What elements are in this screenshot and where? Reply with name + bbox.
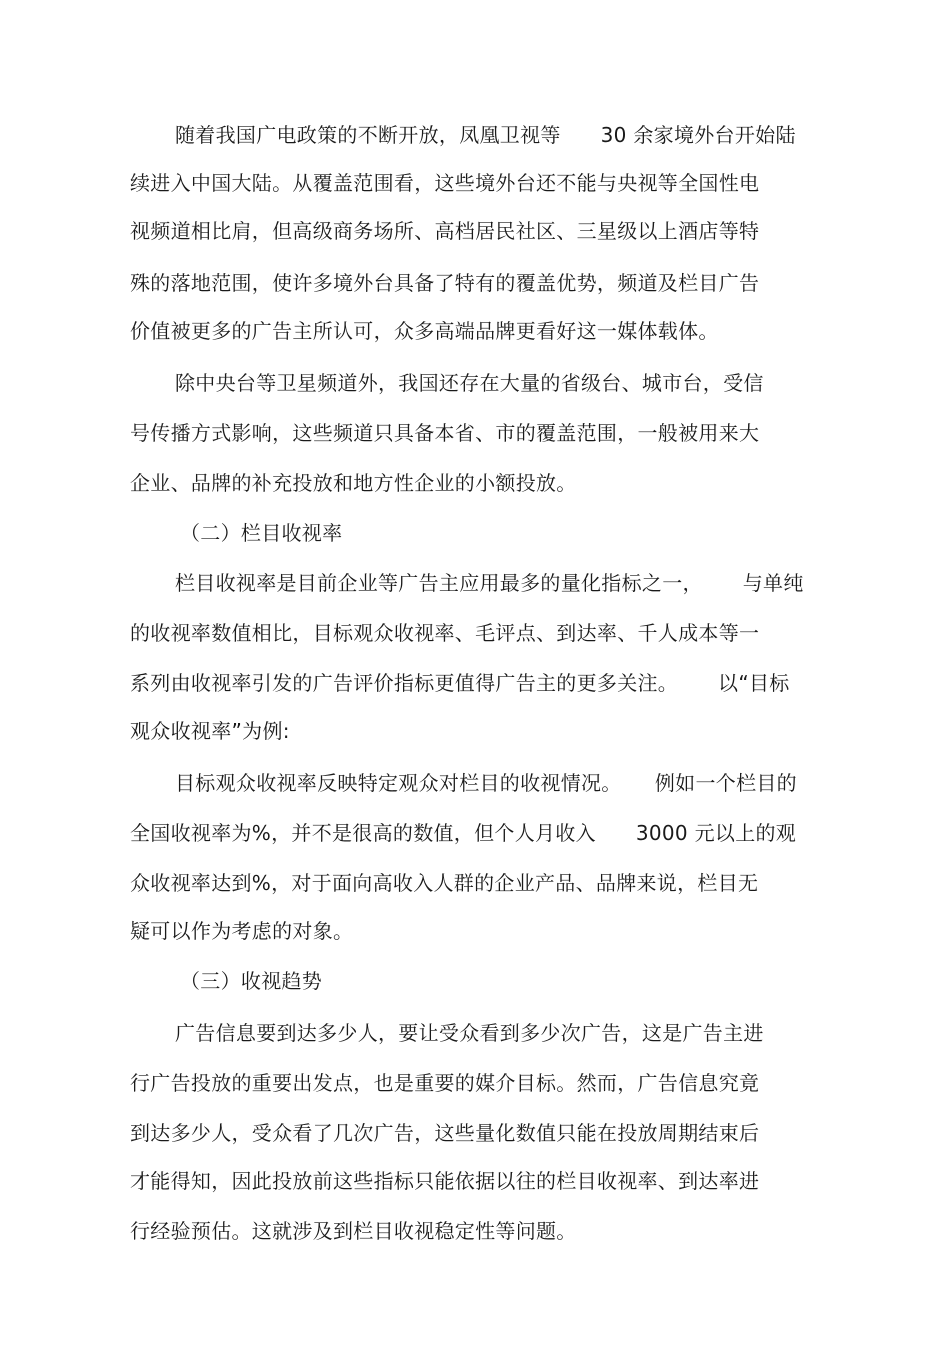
paragraph-4-line-1: 目标观众收视率反映特定观众对栏目的收视情况。 例如一个栏目的 [175,771,797,795]
paragraph-1-line-1: 随着我国广电政策的不断开放，凤凰卫视等 30 余家境外台开始陆 [175,123,796,147]
paragraph-1-line-5: 价值被更多的广告主所认可，众多高端品牌更看好这一媒体载体。 [130,319,719,343]
paragraph-1-line-4: 殊的落地范围，使许多境外台具备了特有的覆盖优势，频道及栏目广告 [130,271,760,295]
paragraph-1-line-3: 视频道相比肩，但高级商务场所、高档居民社区、三星级以上酒店等特 [130,219,760,243]
paragraph-5-line-5: 行经验预估。这就涉及到栏目收视稳定性等问题。 [130,1219,577,1243]
paragraph-4-line-3: 众收视率达到%，对于面向高收入人群的企业产品、品牌来说，栏目无 [130,871,759,895]
paragraph-4-line-2: 全国收视率为%，并不是很高的数值，但个人月收入 3000 元以上的观 [130,821,797,845]
paragraph-4-line-4: 疑可以作为考虑的对象。 [130,919,354,943]
paragraph-3-line-2: 的收视率数值相比，目标观众收视率、毛评点、到达率、千人成本等一 [130,621,760,645]
paragraph-1-line-2: 续进入中国大陆。从覆盖范围看，这些境外台还不能与央视等全国性电 [130,171,760,195]
paragraph-3-line-4: 观众收视率”为例: [130,719,290,743]
paragraph-5-line-1: 广告信息要到达多少人，要让受众看到多少次广告，这是广告主进 [175,1021,764,1045]
section-heading-3: （三）收视趋势 [180,969,323,993]
paragraph-5-line-4: 才能得知，因此投放前这些指标只能依据以往的栏目收视率、到达率进 [130,1169,760,1193]
paragraph-3-line-1: 栏目收视率是目前企业等广告主应用最多的量化指标之一， 与单纯 [175,571,804,595]
paragraph-2-line-1: 除中央台等卫星频道外，我国还存在大量的省级台、城市台，受信 [175,371,764,395]
paragraph-5-line-3: 到达多少人，受众看了几次广告，这些量化数值只能在投放周期结束后 [130,1121,760,1145]
section-heading-2: （二）栏目收视率 [180,521,343,545]
paragraph-3-line-3: 系列由收视率引发的广告评价指标更值得广告主的更多关注。 以“目标 [130,671,790,695]
paragraph-5-line-2: 行广告投放的重要出发点，也是重要的媒介目标。然而，广告信息究竟 [130,1071,760,1095]
paragraph-2-line-3: 企业、品牌的补充投放和地方性企业的小额投放。 [130,471,577,495]
paragraph-2-line-2: 号传播方式影响，这些频道只具备本省、市的覆盖范围，一般被用来大 [130,421,760,445]
